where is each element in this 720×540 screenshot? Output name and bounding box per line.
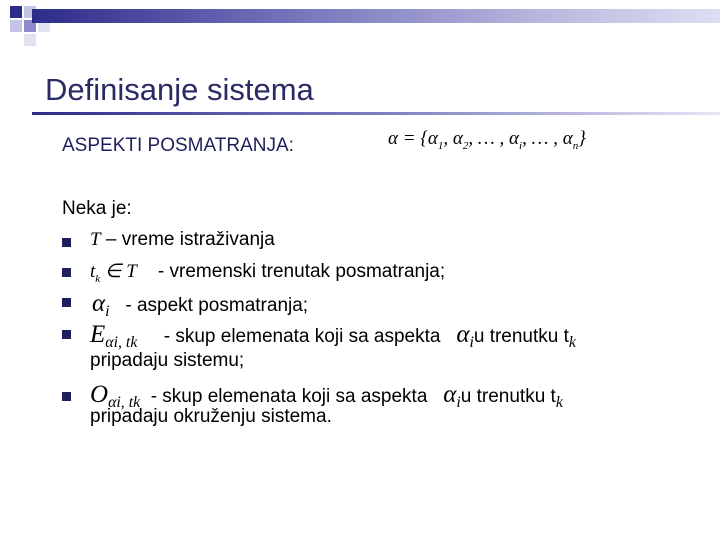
list-item: $O_{\alpha i, tk}$ - skup elemenata koji sa aspekta $\alpha_iu$ trenutku $t_k$	[90, 381, 563, 411]
list-item-continuation: pripadaju okruženju sistema.	[90, 406, 332, 427]
aspects-formula: $\alpha = \{\alpha_1$, $\alpha_2$, … , $\alpha_i$, … , $\alpha_n$}	[388, 128, 586, 152]
aspekti-label: ASPEKTI POSMATRANJA:	[62, 135, 294, 156]
bullet-square	[62, 238, 71, 247]
corner-square-dark	[10, 6, 22, 18]
list-item: $t_k$ ∈ T - vremenski trenutak posmatranja;	[90, 261, 446, 285]
bullet-square	[62, 298, 71, 307]
list-item-continuation: pripadaju sistemu;	[90, 350, 245, 371]
list-item: T – vreme istraživanja	[90, 229, 275, 250]
title-underline	[32, 112, 720, 115]
list-item: $E_{\alpha i, tk}$ - skup elemenata koji sa aspekta $\alpha_iu$ trenutku $t_k$	[90, 321, 576, 351]
bullet-square	[62, 268, 71, 277]
top-gradient-bar	[32, 9, 720, 23]
bullet-square	[62, 330, 71, 339]
slide-title: Definisanje sistema	[45, 72, 314, 107]
list-item: $\alpha_i$ - aspekt posmatranja;	[92, 290, 309, 320]
corner-square-light	[10, 20, 22, 32]
corner-square-pale	[24, 34, 36, 46]
intro-text: Neka je:	[62, 198, 132, 219]
bullet-square	[62, 392, 71, 401]
